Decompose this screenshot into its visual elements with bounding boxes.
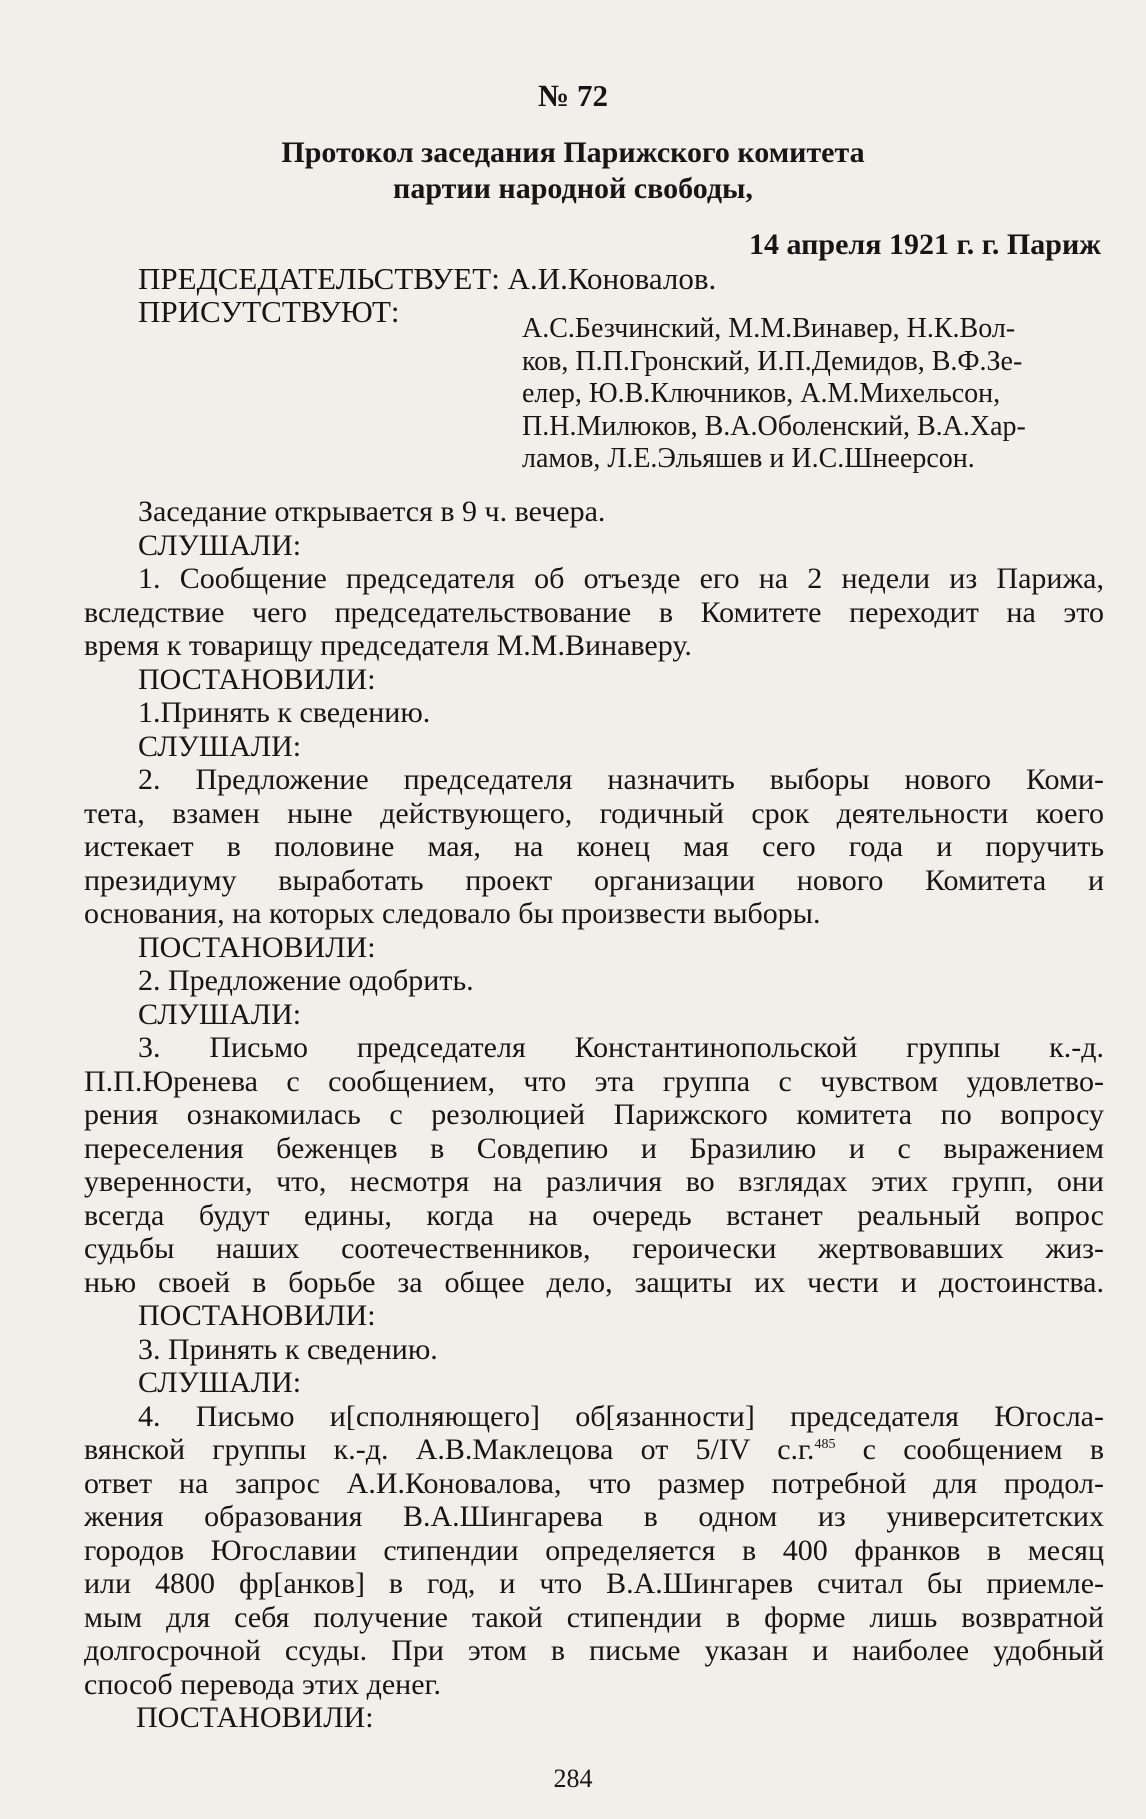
item2-line: президиуму выработать проект организации нового Комитета и (84, 863, 1104, 897)
item3-line: П.П.Юренева с сообщением, что эта группа с чувством удовлетво- (84, 1064, 1104, 1098)
item4-line: 4. Письмо и[сполняющего] об[язанности] председателя Югосла- (138, 1399, 1104, 1433)
resolved-heading: ПОСТАНОВИЛИ: (138, 930, 376, 964)
item3-line: судьбы наших соотечественников, героически жертвовавших жиз- (84, 1232, 1104, 1265)
present-names (522, 313, 1102, 476)
present-line: П.Н.Милюков, В.А.Оболенский, В.А.Хар- (522, 410, 1026, 442)
item1-line: 1. Сообщение председателя об отъезде его на 2 недели из Парижа, (138, 562, 1104, 595)
heard-heading: СЛУШАЛИ: (138, 997, 302, 1031)
title-line-1: Протокол заседания Парижского комитета (281, 136, 865, 169)
footnote-ref: 485 (814, 1437, 836, 1452)
decision-2: 2. Предложение одобрить. (138, 964, 474, 997)
item4-line: ответ на запрос А.И.Коновалова, что размер потребной для продол- (84, 1466, 1104, 1500)
present-line: ков, П.П.Гронский, И.П.Демидов, В.Ф.Зе- (522, 345, 1023, 377)
resolved-heading: ПОСТАНОВИЛИ: (138, 662, 376, 696)
item3-line: рения ознакомилась с резолюцией Парижского комитета по вопросу (84, 1098, 1104, 1131)
item3-line: всегда будут едины, когда на очередь встанет реальный вопрос (84, 1198, 1104, 1232)
heard-heading: СЛУШАЛИ: (138, 528, 302, 562)
page-number: 284 (553, 1764, 593, 1793)
item2-line: тета, взамен ныне действующего, годичный срок деятельности коего (84, 796, 1104, 830)
item4-line: или 4800 фр[анков] в год, и что В.А.Шингарев считал бы приемле- (84, 1567, 1104, 1600)
decision-1: 1.Принять к сведению. (138, 696, 431, 729)
item2-line: истекает в половине мая, на конец мая сего года и поручить (84, 830, 1104, 863)
item1-line: вследствие чего председательствование в Комитете переходит на это (84, 595, 1104, 629)
heard-heading: СЛУШАЛИ: (138, 1366, 302, 1399)
present-label: ПРИСУТСТВУЮТ: (138, 294, 400, 329)
item4-line: жения образования В.А.Шингарева в одном из университетских (84, 1500, 1104, 1533)
item4-text-a: вянской группы к.-д. А.В.Маклецова от 5/IV с.г. (84, 1433, 815, 1466)
present-line: елер, Ю.В.Ключников, А.М.Михельсон, (522, 378, 1001, 409)
decision-3: 3. Принять к сведению. (138, 1332, 438, 1366)
item4-line-with-footnote (84, 1433, 1104, 1467)
item3-line: переселения беженцев в Совдепию и Бразилию и с выражением (84, 1131, 1104, 1165)
item4-line: долгосрочной ссуды. При этом в письме указан и наиболее удобный (84, 1634, 1104, 1667)
heard-heading: СЛУШАЛИ: (138, 729, 302, 763)
item3-line: нью своей в борьбе за общее дело, защиты их чести и достоинства. (84, 1265, 1104, 1299)
item3-line: 3. Письмо председателя Константинопольской группы к.-д. (138, 1031, 1104, 1064)
item4-line: городов Югославии стипендии определяется в 400 франков в месяц (84, 1533, 1104, 1567)
title-line-2: партии народной свободы, (393, 172, 753, 205)
item3-line: уверенности, что, несмотря на различия во взглядах этих групп, они (84, 1165, 1104, 1198)
chair-label: ПРЕДСЕДАТЕЛЬСТВУЕТ: А.И.Коновалов. (138, 261, 717, 296)
item4-text-b: с сообщением в (835, 1433, 1104, 1466)
document-number: № 72 (538, 78, 608, 113)
resolved-heading: ПОСТАНОВИЛИ: (138, 1299, 376, 1332)
protocol-body (84, 495, 1104, 1735)
item1-line: время к товарищу председателя М.М.Винаверу. (84, 629, 692, 662)
document-title (0, 135, 1146, 207)
present-line: ламов, Л.Е.Эльяшев и И.С.Шнеерсон. (522, 443, 975, 474)
item4-line: способ перевода этих денег. (84, 1667, 441, 1701)
item2-line: основания, на которых следовало бы произвести выборы. (84, 897, 821, 930)
item2-line: 2. Предложение председателя назначить выборы нового Коми- (138, 763, 1104, 796)
present-line: А.С.Безчинский, М.М.Винавер, Н.К.Вол- (522, 313, 1016, 344)
date-place: 14 апреля 1921 г. г. Париж (749, 228, 1101, 261)
item4-line: мым для себя получение такой стипендии в форме лишь возвратной (84, 1600, 1104, 1634)
opening-line: Заседание открывается в 9 ч. вечера. (138, 495, 606, 528)
resolved-heading: ПОСТАНОВИЛИ: (136, 1701, 374, 1734)
